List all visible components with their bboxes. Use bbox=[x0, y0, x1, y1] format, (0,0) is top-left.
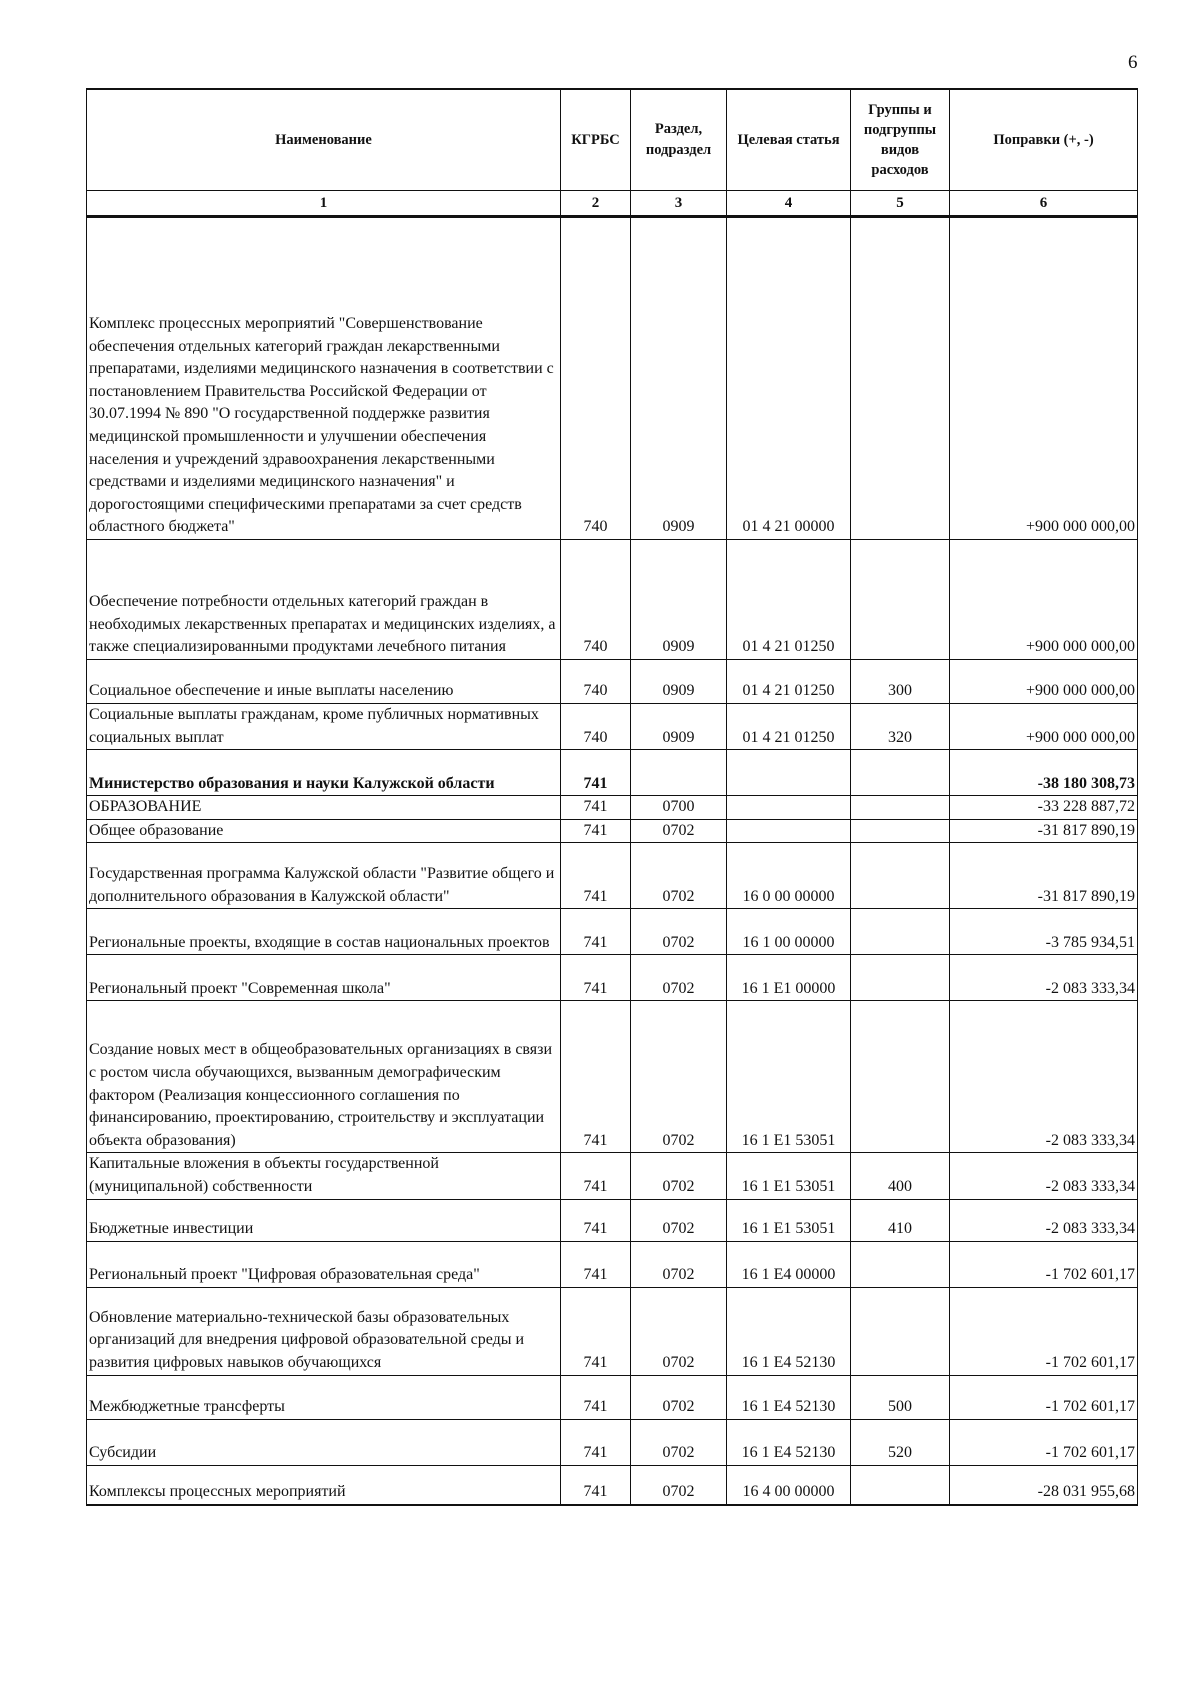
budget-amendments-table bbox=[86, 88, 1138, 1506]
row-expense-group: 500 bbox=[851, 1375, 950, 1419]
table-row bbox=[87, 660, 1138, 704]
header-target: Целевая статья bbox=[727, 89, 851, 191]
row-section: 0702 bbox=[631, 1199, 727, 1241]
row-kgrbs: 741 bbox=[561, 796, 631, 820]
table-row bbox=[87, 1153, 1138, 1199]
row-section: 0702 bbox=[631, 1287, 727, 1375]
row-section: 0702 bbox=[631, 1419, 727, 1465]
row-name: Межбюджетные трансферты bbox=[87, 1375, 561, 1419]
row-kgrbs: 741 bbox=[561, 1419, 631, 1465]
row-expense-group bbox=[851, 1465, 950, 1505]
row-kgrbs: 740 bbox=[561, 540, 631, 660]
row-target-article: 16 4 00 00000 bbox=[727, 1465, 851, 1505]
table-row bbox=[87, 955, 1138, 1001]
row-amendment-amount: -2 083 333,34 bbox=[950, 1153, 1138, 1199]
row-kgrbs: 741 bbox=[561, 1465, 631, 1505]
table-row bbox=[87, 1241, 1138, 1287]
table-row bbox=[87, 796, 1138, 820]
row-amendment-amount: -28 031 955,68 bbox=[950, 1465, 1138, 1505]
row-target-article bbox=[727, 796, 851, 820]
column-number: 6 bbox=[950, 191, 1138, 217]
row-name: Министерство образования и науки Калужской области bbox=[87, 750, 561, 796]
row-name: Государственная программа Калужской области "Развитие общего и дополнительного образования в Калужской области" bbox=[87, 843, 561, 909]
row-kgrbs: 741 bbox=[561, 1001, 631, 1153]
row-kgrbs: 740 bbox=[561, 217, 631, 540]
row-expense-group: 410 bbox=[851, 1199, 950, 1241]
column-number-row bbox=[87, 191, 1138, 217]
row-target-article: 16 1 00 00000 bbox=[727, 909, 851, 955]
row-amendment-amount: -2 083 333,34 bbox=[950, 1199, 1138, 1241]
row-kgrbs: 741 bbox=[561, 819, 631, 843]
row-kgrbs: 741 bbox=[561, 1375, 631, 1419]
row-amendment-amount: -1 702 601,17 bbox=[950, 1287, 1138, 1375]
header-name: Наименование bbox=[87, 89, 561, 191]
column-number: 3 bbox=[631, 191, 727, 217]
row-name: Социальные выплаты гражданам, кроме публичных нормативных социальных выплат bbox=[87, 704, 561, 750]
header-amendments: Поправки (+, -) bbox=[950, 89, 1138, 191]
table-row bbox=[87, 1287, 1138, 1375]
row-name: Создание новых мест в общеобразовательных организациях в связи с ростом числа обучающихся, вызванным демографическим фактором (Реализация концессионного соглашения по финансированию, проектированию, строительству и эксплуатации объекта образования) bbox=[87, 1001, 561, 1153]
row-section: 0702 bbox=[631, 819, 727, 843]
column-number: 5 bbox=[851, 191, 950, 217]
row-name: Региональный проект "Современная школа" bbox=[87, 955, 561, 1001]
row-section: 0702 bbox=[631, 1241, 727, 1287]
column-number: 4 bbox=[727, 191, 851, 217]
row-expense-group bbox=[851, 843, 950, 909]
row-name: Бюджетные инвестиции bbox=[87, 1199, 561, 1241]
table-row bbox=[87, 1199, 1138, 1241]
row-amendment-amount: -33 228 887,72 bbox=[950, 796, 1138, 820]
row-amendment-amount: -1 702 601,17 bbox=[950, 1419, 1138, 1465]
page-number: 6 bbox=[1128, 52, 1138, 73]
row-target-article: 01 4 21 01250 bbox=[727, 704, 851, 750]
row-target-article: 16 1 E4 52130 bbox=[727, 1287, 851, 1375]
header-section: Раздел, подраздел bbox=[631, 89, 727, 191]
row-name: Региональный проект "Цифровая образовательная среда" bbox=[87, 1241, 561, 1287]
row-target-article: 16 0 00 00000 bbox=[727, 843, 851, 909]
row-expense-group bbox=[851, 796, 950, 820]
row-expense-group bbox=[851, 1241, 950, 1287]
table-row bbox=[87, 1419, 1138, 1465]
row-name: ОБРАЗОВАНИЕ bbox=[87, 796, 561, 820]
table-row bbox=[87, 1375, 1138, 1419]
row-target-article: 16 1 E1 53051 bbox=[727, 1199, 851, 1241]
column-number: 2 bbox=[561, 191, 631, 217]
row-kgrbs: 740 bbox=[561, 704, 631, 750]
row-amendment-amount: -1 702 601,17 bbox=[950, 1241, 1138, 1287]
row-amendment-amount: -38 180 308,73 bbox=[950, 750, 1138, 796]
row-name: Капитальные вложения в объекты государственной (муниципальной) собственности bbox=[87, 1153, 561, 1199]
row-name: Субсидии bbox=[87, 1419, 561, 1465]
row-target-article: 16 1 E4 52130 bbox=[727, 1419, 851, 1465]
table-row bbox=[87, 704, 1138, 750]
row-kgrbs: 741 bbox=[561, 909, 631, 955]
row-section: 0702 bbox=[631, 955, 727, 1001]
row-expense-group bbox=[851, 540, 950, 660]
row-target-article: 16 1 E4 52130 bbox=[727, 1375, 851, 1419]
row-name: Обеспечение потребности отдельных категорий граждан в необходимых лекарственных препаратах и медицинских изделиях, а также специализированными продуктами лечебного питания bbox=[87, 540, 561, 660]
row-expense-group bbox=[851, 909, 950, 955]
row-section: 0909 bbox=[631, 660, 727, 704]
row-expense-group: 300 bbox=[851, 660, 950, 704]
row-expense-group bbox=[851, 819, 950, 843]
row-section: 0702 bbox=[631, 1001, 727, 1153]
row-kgrbs: 741 bbox=[561, 1241, 631, 1287]
header-groups: Группы и подгруппы видов расходов bbox=[851, 89, 950, 191]
row-amendment-amount: -3 785 934,51 bbox=[950, 909, 1138, 955]
row-section: 0702 bbox=[631, 1465, 727, 1505]
row-kgrbs: 741 bbox=[561, 1287, 631, 1375]
row-kgrbs: 741 bbox=[561, 955, 631, 1001]
row-name: Комплексы процессных мероприятий bbox=[87, 1465, 561, 1505]
row-name: Комплекс процессных мероприятий "Совершенствование обеспечения отдельных категорий граждан лекарственными препаратами, изделиями медицинского назначения в соответствии с постановлением Правительства Российской Федерации от 30.07.1994 № 890 "О государственной поддержке развития медицинской промышленности и улучшении обеспечения населения и учреждений здравоохранения лекарственными средствами и изделиями медицинского назначения" и дорогостоящими специфическими препаратами за счет средств областного бюджета" bbox=[87, 217, 561, 540]
table-row bbox=[87, 750, 1138, 796]
row-kgrbs: 741 bbox=[561, 843, 631, 909]
row-section: 0702 bbox=[631, 1153, 727, 1199]
row-target-article bbox=[727, 750, 851, 796]
row-target-article: 01 4 21 00000 bbox=[727, 217, 851, 540]
row-amendment-amount: +900 000 000,00 bbox=[950, 217, 1138, 540]
table-row bbox=[87, 843, 1138, 909]
row-amendment-amount: +900 000 000,00 bbox=[950, 540, 1138, 660]
row-amendment-amount: -2 083 333,34 bbox=[950, 955, 1138, 1001]
row-amendment-amount: -31 817 890,19 bbox=[950, 843, 1138, 909]
row-target-article bbox=[727, 819, 851, 843]
row-target-article: 16 1 E1 00000 bbox=[727, 955, 851, 1001]
row-amendment-amount: -31 817 890,19 bbox=[950, 819, 1138, 843]
row-expense-group: 400 bbox=[851, 1153, 950, 1199]
row-amendment-amount: -1 702 601,17 bbox=[950, 1375, 1138, 1419]
row-section: 0700 bbox=[631, 796, 727, 820]
row-expense-group: 520 bbox=[851, 1419, 950, 1465]
row-section: 0702 bbox=[631, 1375, 727, 1419]
row-section: 0702 bbox=[631, 843, 727, 909]
table-row bbox=[87, 1001, 1138, 1153]
table-row bbox=[87, 819, 1138, 843]
row-target-article: 16 1 E1 53051 bbox=[727, 1153, 851, 1199]
row-section: 0702 bbox=[631, 909, 727, 955]
row-target-article: 01 4 21 01250 bbox=[727, 540, 851, 660]
header-row bbox=[87, 89, 1138, 191]
row-kgrbs: 741 bbox=[561, 1153, 631, 1199]
row-name: Общее образование bbox=[87, 819, 561, 843]
table-row bbox=[87, 1465, 1138, 1505]
row-amendment-amount: +900 000 000,00 bbox=[950, 660, 1138, 704]
row-section bbox=[631, 750, 727, 796]
row-expense-group bbox=[851, 750, 950, 796]
row-expense-group bbox=[851, 1001, 950, 1153]
row-expense-group bbox=[851, 1287, 950, 1375]
row-kgrbs: 741 bbox=[561, 750, 631, 796]
header-kgrbs: КГРБС bbox=[561, 89, 631, 191]
row-name: Обновление материально-технической базы образовательных организаций для внедрения цифровой образовательной среды и развития цифровых навыков обучающихся bbox=[87, 1287, 561, 1375]
row-section: 0909 bbox=[631, 217, 727, 540]
column-number: 1 bbox=[87, 191, 561, 217]
row-target-article: 01 4 21 01250 bbox=[727, 660, 851, 704]
row-amendment-amount: +900 000 000,00 bbox=[950, 704, 1138, 750]
row-name: Региональные проекты, входящие в состав национальных проектов bbox=[87, 909, 561, 955]
row-kgrbs: 740 bbox=[561, 660, 631, 704]
row-kgrbs: 741 bbox=[561, 1199, 631, 1241]
row-amendment-amount: -2 083 333,34 bbox=[950, 1001, 1138, 1153]
row-section: 0909 bbox=[631, 704, 727, 750]
row-section: 0909 bbox=[631, 540, 727, 660]
row-expense-group: 320 bbox=[851, 704, 950, 750]
row-expense-group bbox=[851, 955, 950, 1001]
row-name: Социальное обеспечение и иные выплаты населению bbox=[87, 660, 561, 704]
table-row bbox=[87, 540, 1138, 660]
row-expense-group bbox=[851, 217, 950, 540]
table-row bbox=[87, 909, 1138, 955]
row-target-article: 16 1 E1 53051 bbox=[727, 1001, 851, 1153]
row-target-article: 16 1 E4 00000 bbox=[727, 1241, 851, 1287]
table-row bbox=[87, 217, 1138, 540]
